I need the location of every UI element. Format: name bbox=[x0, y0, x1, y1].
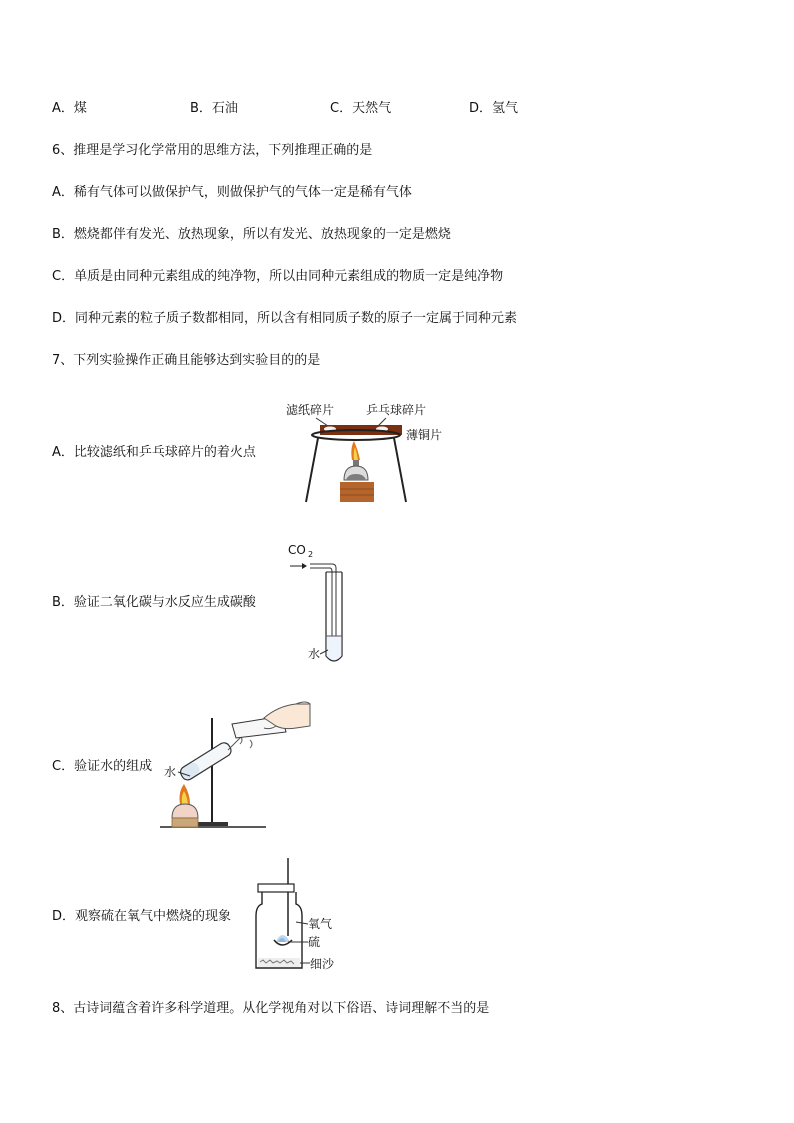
q6-option-c: C．单质是由同种元素组成的纯净物，所以由同种元素组成的物质一定是纯净物 bbox=[52, 269, 504, 284]
label-pingpong: 乒乓球碎片 bbox=[366, 403, 427, 417]
q6-stem: 6、推理是学习化学常用的思维方法，下列推理正确的是 bbox=[52, 143, 373, 158]
combustion-setup-figure bbox=[282, 398, 452, 510]
q7-option-a: A．比较滤纸和乒乓球碎片的着火点 bbox=[52, 445, 256, 460]
q6-option-d: D．同种元素的粒子质子数都相同，所以含有相同质子数的原子一定属于同种元素 bbox=[52, 311, 518, 326]
label-water-b: 水 bbox=[308, 647, 321, 661]
electrolysis-heating-figure bbox=[160, 696, 316, 832]
q7-option-c: C．验证水的组成 bbox=[52, 759, 153, 774]
q7-option-d: D．观察硫在氧气中燃烧的现象 bbox=[52, 909, 232, 924]
label-co2-subscript: 2 bbox=[308, 550, 314, 559]
label-fine-sand: 细沙 bbox=[310, 957, 335, 971]
q5-option-d: D．氢气 bbox=[469, 101, 519, 116]
label-copper-sheet: 薄铜片 bbox=[406, 428, 443, 442]
q6-option-b: B．燃烧都伴有发光、放热现象，所以有发光、放热现象的一定是燃烧 bbox=[52, 227, 451, 242]
label-oxygen: 氧气 bbox=[308, 917, 333, 931]
sulfur-oxygen-jar-figure bbox=[252, 858, 356, 976]
q7-option-b: B．验证二氧化碳与水反应生成碳酸 bbox=[52, 595, 256, 610]
q5-option-b: B．石油 bbox=[190, 101, 238, 116]
co2-tube-figure bbox=[284, 538, 364, 672]
q6-option-a: A．稀有气体可以做保护气，则做保护气的气体一定是稀有气体 bbox=[52, 185, 412, 200]
label-sulfur: 硫 bbox=[308, 935, 321, 949]
q8-stem: 8、古诗词蕴含着许多科学道理。从化学视角对以下俗语、诗词理解不当的是 bbox=[52, 1001, 490, 1016]
q7-stem: 7、下列实验操作正确且能够达到实验目的的是 bbox=[52, 353, 321, 368]
label-filter-paper: 滤纸碎片 bbox=[286, 403, 335, 417]
q5-option-a: A．煤 bbox=[52, 101, 87, 116]
label-water-c: 水 bbox=[164, 765, 177, 779]
q5-option-c: C．天然气 bbox=[330, 101, 392, 116]
label-co2: CO bbox=[288, 543, 306, 557]
